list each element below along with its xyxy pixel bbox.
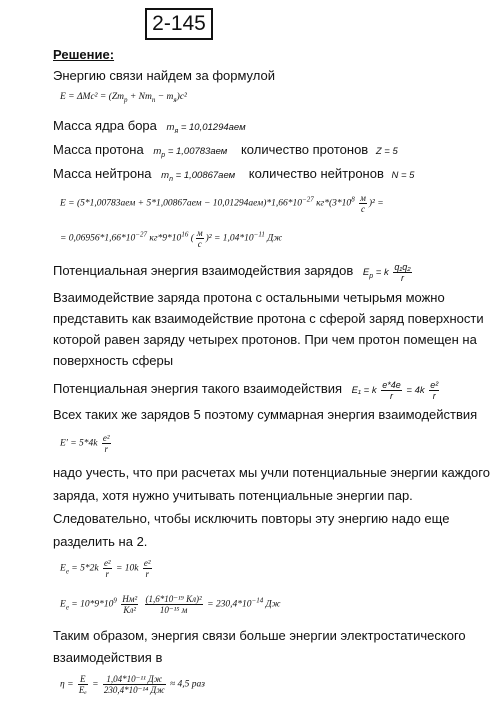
ee-formula: $E_e = 5*2k$ $\frac{\text{e²}}{r}$ = 10k $\frac{\text{e²}}{r}$ — [60, 558, 151, 579]
calc-formula-1: $E = (5*1,00783аем + 5*1,00867аем - 10,01294аем)*1,66*10^{-27}$ $кг*(3*10^8$ $\frac{м}{с}$ )² = — [60, 193, 384, 214]
boron-mass-line: Масса ядра бора $m_я = 10,01294аем$ — [53, 118, 246, 135]
paragraph-1-line-4: поверхность сферы — [53, 353, 174, 368]
intro-line: Энергию связи найдем за формулой — [53, 68, 275, 83]
paragraph-2-line-4: разделить на 2. — [53, 534, 148, 549]
paragraph-2-line-1: надо учесть, что при расчетах мы учли потенциальные энергии каждого — [53, 465, 490, 480]
binding-energy-formula: $E = \Delta Mc^2 = (Zm_p + Nm_n - m_я)c^2$ — [60, 92, 187, 104]
conclusion-line-2: взаимодействия в — [53, 650, 163, 665]
eta-formula: η = $\frac{E}{\text{Eₑ}}$ = $\frac{\text{1,04*10⁻¹¹ Дж}}{\text{230,4*10⁻¹⁴ Дж}}$ ≈ 4,5 раз — [60, 674, 206, 695]
ee-calc-formula: $E_e = 10*9*10^9$ $\frac{\text{Нм²}}{\text{Кл²}}$ $\frac{\text{(1,6*10⁻¹⁹ Кл)²}}{\text{10⁻¹⁵ м}}$ = $230,4*10^{-14}$ Дж — [60, 594, 281, 615]
conclusion-line-1: Таким образом, энергия связи больше энергии электростатического — [53, 628, 466, 643]
calc-formula-2: = $0,06956*1,66*10^{-27}$ $кг*9*10^{16}$ ( $\frac{м}{с}$ )$^2 = 1,04*10^{-11}$ Дж — [60, 228, 283, 249]
solution-heading: Решение: — [53, 47, 115, 62]
paragraph-1-line-3: которой равен заряду четырех протонов. При чем протон помещен на — [53, 332, 477, 347]
proton-mass-line: Масса протона $m_p = 1,00783аем$ количество протонов Z = 5 — [53, 142, 398, 159]
paragraph-1-line-1: Взаимодействие заряда протона с остальными четырьмя можно — [53, 290, 445, 305]
paragraph-2-line-2: заряда, хотя нужно учитывать потенциальные энергии пар. — [53, 488, 413, 503]
potential-such-line: Потенциальная энергия такого взаимодействия E₁ = k $\frac{e*4e}{r}$ = 4k $\frac{\text{e²}}{r}$ — [53, 380, 439, 401]
e-prime-formula: E′ = 5*4k $\frac{\text{e²}}{r}$ — [60, 433, 110, 454]
paragraph-2-line-3: Следовательно, чтобы исключить повторы эту энергию надо еще — [53, 511, 450, 526]
paragraph-1-line-2: представить как взаимодействие протона с сферой заряд поверхности — [53, 311, 484, 326]
potential-energy-line: Потенциальная энергия взаимодействия зарядов $E_p = k$ $\frac{\text{q₁q₂}}{r}$ — [53, 262, 411, 283]
all-charges-line: Всех таких же зарядов 5 поэтому суммарная энергия взаимодействия — [53, 407, 478, 422]
neutron-mass-line: Масса нейтрона $m_n = 1,00867аем$ количество нейтронов N = 5 — [53, 166, 415, 183]
problem-number: 2-145 — [145, 8, 213, 40]
